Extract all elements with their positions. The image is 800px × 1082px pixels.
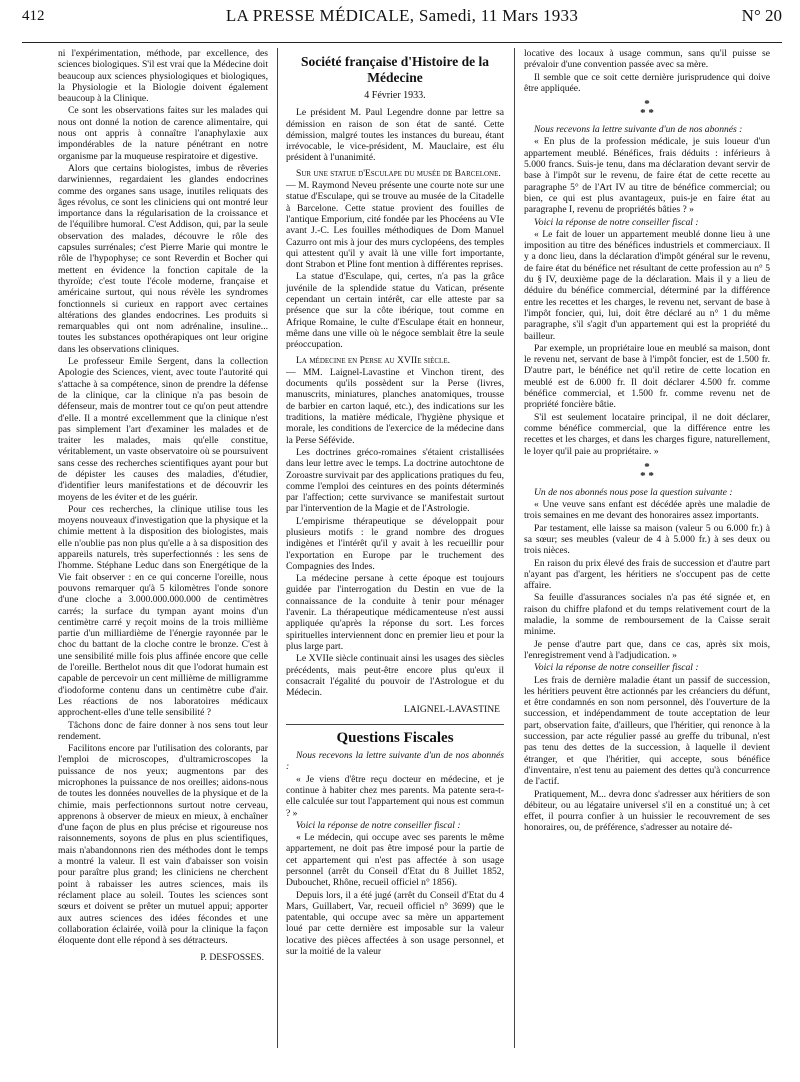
paragraph: Le XVIIe siècle continuait ainsi les usages des siècles précédents, mais peut-être encore plus qu'eux il consacrait l'égalité du pouvoir de l'Astrologue et du Médecin. [286,653,504,699]
column-2 [286,48,504,1048]
paragraph: « Le médecin, qui occupe avec ses parents le même appartement, ne doit pas être imposé pour la partie de cet appartement qui n'est pas affectée à son usage personnel (arrêt du Conseil d'Etat du 8 Juillet 1852, Dubouchet, Rhône, recueil officiel n° 1856). [286,832,504,889]
signature: LAIGNEL-LAVASTINE [403,704,500,716]
paragraph: Depuis lors, il a été jugé (arrêt du Conseil d'Etat du 4 Mars, Guillabert, Var, recueil officiel n° 3699) que le patentable, qui occupe avec sa mère un appartement loué par cette dernière est imposable sur la valeur locative des pièces affectées à son usage personnel, et sur la moitié de la valeur [286,889,504,958]
header-rule [22,42,782,43]
paragraph: « En plus de la profession médicale, je suis loueur d'un appartement meublé. Bénéfices, frais déduits : inférieurs à 5.000 francs. Suis-je tenu, dans ma déclaration devant servir de base à l'impôt sur le revenu, de faire état de cette recette au paragraphe 5° de l'Art IV au titre de bénéfice commercial; ou bien, ce qui est plus avantageux, puis-je en faire état au paragraphe I, revenu de propriétés bâties ? » [524,136,770,216]
paragraph: En raison du prix élevé des frais de succession et d'autre part n'ayant pas d'argent, les héritiers ne s'occupent pas de cette affaire. [524,557,770,592]
session-date: 4 Février 1933. [364,90,426,101]
paragraph: Voici la réponse de notre conseiller fiscal : [534,662,699,674]
paragraph: Il semble que ce soit cette dernière jurisprudence qui doive être appliquée. [524,71,770,94]
paragraph: Ce sont les observations faites sur les malades qui nous ont donné la notion de carence alimentaire, qui nous ont appris à connaître l'anaphylaxie aux impondérables de la nature pénétrant en notre organisme par la muqueuse respiratoire et digestive. [58,105,268,162]
column-divider-2 [514,48,515,1048]
paragraph: Le président M. Paul Legendre donne par lettre sa démission en raison de son état de santé. Cette démission, malgré toutes les instances du bureau, étant irrévocable, le vice-président, M. Mauclaire, est élu président à l'unanimité. [286,107,504,164]
column-divider-1 [277,48,278,1048]
paragraph: Les frais de dernière maladie étant un passif de succession, les héritiers peuvent être actionnés par les créanciers du défunt, et être condamnés en son nom personnel, dès l'ouverture de la succession, et indépendamment de toute acceptation de leur part, observation faite, d'ailleurs, que l'héritier, qui renonce à la succession, par acte régulier passé au greffe du tribunal, n'est pas tenu des dettes de la succession, à laquelle il devient étranger, et que l'héritier, qui accepte, sous bénéfice d'inventaire, n'est tenu au paiement des dettes qu'à concurrence de l'actif. [524,674,770,788]
section-divider [286,724,504,725]
separator-stars: * * * [640,98,654,120]
section-title-fiscales: Questions Fiscales [336,729,454,746]
paragraph: ni l'expérimentation, méthode, par excellence, des sciences biologiques. S'il est vrai que la Médecine doit beaucoup aux sciences physiologiques et biologiques, la Physiologie et la Biologie doivent également beaucoup à la Clinique. [58,48,268,105]
paragraph: Nous recevons la lettre suivante d'un de nos abonnés : [534,124,743,136]
paragraph: Voici la réponse de notre conseiller fiscal : [534,216,699,228]
paragraph: « Je viens d'être reçu docteur en médecine, et je continue à habiter chez mes parents. Ma patente sera-t-elle calculée sur tout l'appartement qui nous est commun ? » [286,773,504,819]
subheading: Sur une statue d'Esculape du musée de Barcelone. [296,167,501,179]
paragraph: Nous recevons la lettre suivante d'un de nos abonnés : [286,750,504,773]
subheading: La médecine en Perse au XVIIe siècle. [296,354,451,366]
section-title-histoire: Société française d'Histoire de la Médecine [301,54,489,85]
paragraph: Un de nos abonnés nous pose la question suivante : [534,486,733,498]
paragraph: La statue d'Esculape, qui, certes, n'a pas la grâce juvénile de la splendide statue du Vatican, présente cependant un certain intérêt, car elle atteste par sa présence que sur la côte ibérique, tout comme en Afrique Romaine, le culte d'Esculape était en honneur, même dans une ville où le négoce semblait être la seule préoccupation. [286,271,504,351]
column-3 [524,48,770,1048]
paragraph: Alors que certains biologistes, imbus de rêveries darwiniennes, regardaient les glandes endocrines comme des organes sans usage, inutiles reliquats des âges révolus, ce sont les cliniciens qui ont montré leur importance dans la régularisation de la croissance et de l'équilibre humoral. C'est Addison, qui, par la seule observation des malades, découvre le rôle des capsules surrénales; c'est Pierre Marie qui montre le rôle de l'hypophyse; ce sont Reverdin et Bocher qui mettent en évidence la fonction capitale de la thyroïde; c'est toute l'école moderne, française et américaine surtout, qui nous révèle les syndromes fonctionnels si curieux en rapport avec certaines altérations des glandes endocrines. Les produits si remarquables qui ont nom adrénaline, insuline... toutes les substances opothérapiques ont leur origine dans les observations cliniques. [58,162,268,355]
paragraph: locative des locaux à usage commun, sans qu'il puisse se prévaloir d'une convention passée avec sa mère. [524,48,770,71]
paragraph: Voici la réponse de notre conseiller fiscal : [296,819,461,831]
page-number: 412 [22,8,45,24]
paragraph: Pratiquement, M... devra donc s'adresser aux héritiers de son débiteur, ou au légataire universel s'il en a constitué un; à cet effet, il pourra confier à un huissier le recouvrement de ses honoraires, ou, de préférence, s'adresser au notaire dé- [524,788,770,834]
paragraph: Tâchons donc de faire donner à nos sens tout leur rendement. [58,719,268,742]
page-header [22,0,782,40]
paragraph: Par testament, elle laisse sa maison (valeur 5 ou 6.000 fr.) à sa sœur; ses meubles (valeur de 4 à 5.000 fr.) à ses deux ou trois nièces. [524,522,770,557]
paragraph: Je pense d'autre part que, dans ce cas, après six mois, l'enregistrement vend à l'adjudication. » [524,638,770,661]
paragraph: La médecine persane à cette époque est toujours guidée par l'interrogation du Destin en vue de la connaissance de la conduite à tenir pour ménager l'avenir. La thérapeutique médicamenteuse n'est aussi appliquée qu'après la réponse du sort. Les forces spirituelles interviennent donc en premier lieu et pour la plus large part. [286,573,504,652]
journal-title: LA PRESSE MÉDICALE, Samedi, 11 Mars 1933 [225,6,579,25]
paragraph: Facilitons encore par l'utilisation des colorants, par l'emploi de microscopes, d'ultramicroscopes la puissance de nos yeux; augmentons par des microphones la puissance de nos oreilles; aidons-nous de toutes les données nouvelles de la physique et de la chimie, mais perfectionnons surtout notre cerveau, apprenons à observer de mieux en mieux, à enchaîner d'une façon de plus en plus précise et rigoureuse nos raisonnements, soyons de plus en plus scientifiques, mais n'abandonnons rien des méthodes dont le temps a montré la valeur. Il est vain d'abaisser son voisin pour paraître plus grand; les cliniciens ne cherchent point à rabaisser les autres sciences, mais ils réclament place au soleil. Toutes les sciences sont sœurs et doivent se prêter un mutuel appui; apporter aux autres sciences des idées fécondes et une collaboration éclairée, voilà pour la clinique la façon éloquente dont elle répond à ses détracteurs. [58,743,268,947]
paragraph: L'empirisme thérapeutique se développait pour plusieurs motifs : le grand nombre des drogues indigènes et l'intérêt qu'il y avait à les recueillir pour l'exportation en Europe par le truchement des Compagnies des Indes. [286,515,504,572]
paragraph: Les doctrines gréco-romaines s'étaient cristallisées dans leur lettre avec le temps. La doctrine autochtone de Zoroastre survivait par des applications pratiques du feu, comme l'emploi des ceintures en des points déterminés par l'affection; cette survivance se manifestait surtout par l'intervention de la Magie et de l'Astrologie. [286,446,504,515]
separator-stars: * * * [640,460,654,482]
paragraph: « Une veuve sans enfant est décédée après une maladie de trois semaines en me devant des honoraires assez importants. [524,499,770,522]
paragraph: Le professeur Emile Sergent, dans la collection Apologie des Sciences, vient, avec toute l'autorité qui s'attache à sa compétence, sinon de prendre la défense de la clinique, car la clinique n'a pas besoin de défenseur, mais de montrer tout ce qu'on peut attendre d'elle. Il a montré excellemment que la clinique n'est pas simplement l'art d'examiner les malades et de traiter les malades, mais qu'elle constitue, véritablement, un vaste observatoire où se poursuivent sans cesse des recherches scientifiques ayant pour but de dépister les causes des maladies, d'étudier, d'identifier leurs manifestations et de découvrir les moyens de les éviter et de les guérir. [58,356,268,503]
paragraph: Sa feuille d'assurances sociales n'a pas été signée et, en raison du chiffre plafond et du temps relativement court de la maladie, la somme de remboursement de la Caisse serait minime. [524,592,770,638]
signature: P. DESFOSSES. [200,952,264,964]
paragraph: — M. Raymond Neveu présente une courte note sur une statue d'Esculape, qui se trouve au musée de la Citadelle à Barcelone. Cette statue provient des fouilles de l'antique Emporium, cité fondée par les Phocéens au VIe avant J.-C. Les fouilles méthodiques de Dom Manuel Cazurro ont mis à jour des murs cyclopéens, des temples qui attestent qu'il y avait là une ville fort importante, dont Strabon et Pline font mention à différentes reprises. [286,180,504,271]
paragraph: Par exemple, un propriétaire loue en meublé sa maison, dont le revenu net, servant de base à l'impôt foncier, est de 1.500 fr. D'autre part, le bénéfice net qu'il retire de cette location en meublé est de 6.000 fr. Il doit déclarer 4.500 fr. comme bénéfice commercial, et 1.500 fr. comme revenu net de propriété foncière bâtie. [524,342,770,411]
paragraph: — MM. Laignel-Lavastine et Vinchon tirent, des documents qu'ils possèdent sur la Perse (livres, manuscrits, miniatures, planches anatomiques, trousse de barbier en carton laqué, etc.), des indications sur les traditions, la matière médicale, l'hygiène physique et morale, les conditions de l'exercice de la médecine dans la Perse Séfévide. [286,366,504,446]
paragraph: Pour ces recherches, la clinique utilise tous les moyens nouveaux d'investigation que la physique et la chimie mettent à la disposition des biologistes, mais elle n'oublie pas non plus qu'elle a à sa disposition des appareils naturels, très superfectionnés : les sens de l'homme. Stéphane Leduc dans son Energétique de la Vie fait observer : en ce qui concerne l'oreille, nous pouvons remarquer qu'à 5 kilomètres l'onde sonore d'une cloche a 3.000.000.000.000 de centimètres carrés; la surface du tympan ayant moins d'un centimètre carré y reçoit moins de la trois millième partie d'un milliardième de l'énergie rayonnée par le choc du battant de la cloche contre le bronze. C'est à une sensibilité mille fois plus affinée encore que celle de l'oreille. Berthelot nous dit que l'odorat humain est capable de percevoir un cent millième de milligramme d'iodoforme contenu dans un centimètre cube d'air. Les réactions de nos laboratoires médicaux approchent-elles d'une telle sensibilité ? [58,503,268,719]
column-1 [58,48,268,1048]
paragraph: S'il est seulement locataire principal, il ne doit déclarer, comme bénéfice commercial, que la différence entre les recettes et les charges, et dans les charges figure, naturellement, le loyer qu'il paie au propriétaire. » [524,411,770,457]
issue-number: N° 20 [741,6,782,25]
paragraph: « Le fait de louer un appartement meublé donne lieu à une imposition au titre des bénéfices industriels et commerciaux. Il y a donc lieu, dans la déclaration d'impôt général sur le revenu, de faire état du bénéfice net résultant de cette profession au n° 5 du § IV, deuxième page de la déclaration. Mais il y a lieu de déduire du bénéfice commercial, déterminé par la différence entre les recettes et les charges, le revenu net, servant de base à l'impôt foncier, qui, lui, doit être déclaré au n° 1 du même paragraphe, s'il s'agit d'un appartement qui est la propriété du bailleur. [524,228,770,342]
